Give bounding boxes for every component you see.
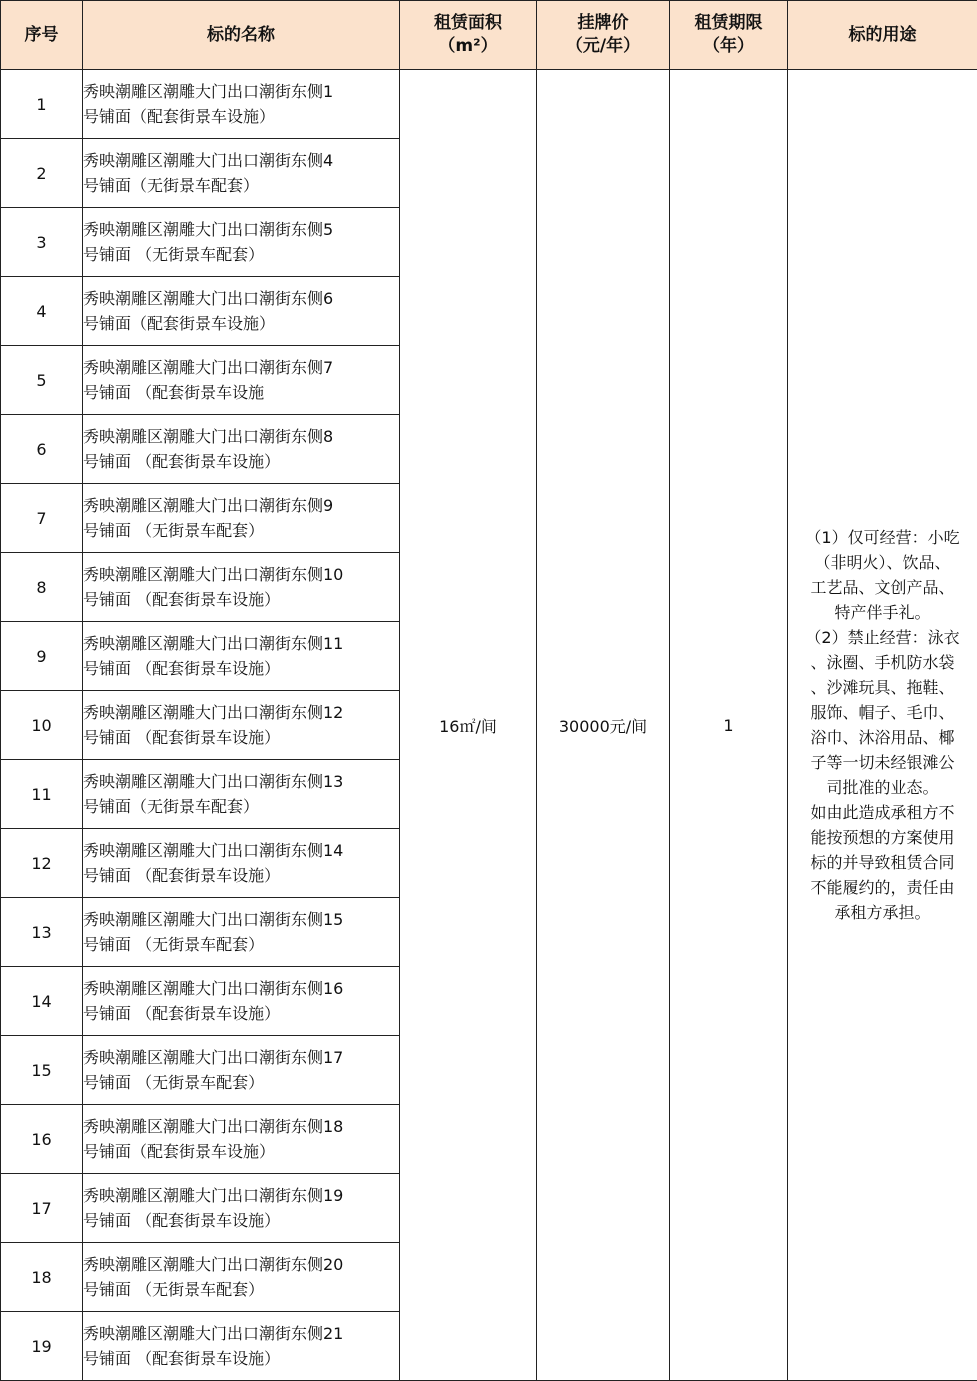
header-usage: 标的用途 (788, 1, 977, 70)
row-seq: 7 (1, 484, 83, 553)
row-name: 秀映潮雕区潮雕大门出口潮街东侧21 号铺面 （配套街景车设施） (83, 1312, 400, 1381)
table-body (1, 70, 977, 1381)
usage-line: 标的并导致租赁合同 (810, 853, 955, 872)
usage-line: 子等一切未经银滩公 (810, 753, 955, 772)
usage-line: （1）仅可经营：小吃 (805, 528, 960, 547)
header-term-line1: 租赁期限 (694, 13, 763, 33)
usage-line: 工艺品、文创产品、 (810, 578, 955, 597)
usage-line: （2）禁止经营：泳衣 (805, 628, 960, 647)
row-name: 秀映潮雕区潮雕大门出口潮街东侧7 号铺面 （配套街景车设施 (83, 346, 400, 415)
usage-line: 、沙滩玩具、拖鞋、 (810, 678, 955, 697)
row-name: 秀映潮雕区潮雕大门出口潮街东侧16 号铺面 （配套街景车设施） (83, 967, 400, 1036)
row-name: 秀映潮雕区潮雕大门出口潮街东侧19 号铺面 （配套街景车设施） (83, 1174, 400, 1243)
row-name: 秀映潮雕区潮雕大门出口潮街东侧4 号铺面（无街景车配套） (83, 139, 400, 208)
row-seq: 13 (1, 898, 83, 967)
row-name: 秀映潮雕区潮雕大门出口潮街东侧17 号铺面 （无街景车配套） (83, 1036, 400, 1105)
usage-line: 司批准的业态。 (826, 778, 939, 797)
row-name: 秀映潮雕区潮雕大门出口潮街东侧9 号铺面 （无街景车配套） (83, 484, 400, 553)
row-seq: 12 (1, 829, 83, 898)
row-seq: 8 (1, 553, 83, 622)
usage-cell (788, 70, 977, 1381)
row-name: 秀映潮雕区潮雕大门出口潮街东侧11 号铺面 （配套街景车设施） (83, 622, 400, 691)
row-name: 秀映潮雕区潮雕大门出口潮街东侧18 号铺面（配套街景车设施） (83, 1105, 400, 1174)
term-cell: 1 (670, 70, 788, 1381)
row-seq: 17 (1, 1174, 83, 1243)
row-seq: 5 (1, 346, 83, 415)
row-seq: 19 (1, 1312, 83, 1381)
header-term-line2: （年） (703, 36, 754, 56)
row-name: 秀映潮雕区潮雕大门出口潮街东侧6 号铺面（配套街景车设施） (83, 277, 400, 346)
row-seq: 9 (1, 622, 83, 691)
usage-line: 特产伴手礼。 (834, 603, 931, 622)
row-seq: 2 (1, 139, 83, 208)
usage-line: 、泳圈、手机防水袋 (810, 653, 955, 672)
row-seq: 3 (1, 208, 83, 277)
usage-line: （非明火）、饮品、 (814, 553, 951, 572)
row-seq: 15 (1, 1036, 83, 1105)
usage-line: 承租方承担。 (834, 903, 931, 922)
row-seq: 16 (1, 1105, 83, 1174)
row-seq: 4 (1, 277, 83, 346)
row-name: 秀映潮雕区潮雕大门出口潮街东侧13 号铺面（无街景车配套） (83, 760, 400, 829)
header-price-line1: 挂牌价 (577, 13, 629, 33)
area-cell: 16㎡/间 (400, 70, 537, 1381)
row-name: 秀映潮雕区潮雕大门出口潮街东侧5 号铺面 （无街景车配套） (83, 208, 400, 277)
usage-line: 服饰、帽子、毛巾、 (810, 703, 955, 722)
header-area (400, 1, 537, 70)
row-name: 秀映潮雕区潮雕大门出口潮街东侧1 号铺面（配套街景车设施） (83, 70, 400, 139)
row-name: 秀映潮雕区潮雕大门出口潮街东侧8 号铺面 （配套街景车设施） (83, 415, 400, 484)
header-seq: 序号 (1, 1, 83, 70)
table-row (1, 70, 977, 139)
row-name: 秀映潮雕区潮雕大门出口潮街东侧12 号铺面 （配套街景车设施） (83, 691, 400, 760)
header-term (670, 1, 788, 70)
header-area-line1: 租赁面积 (434, 13, 502, 33)
header-area-line2: （m²） (438, 36, 498, 56)
header-price (537, 1, 670, 70)
row-name: 秀映潮雕区潮雕大门出口潮街东侧14 号铺面 （配套街景车设施） (83, 829, 400, 898)
row-name: 秀映潮雕区潮雕大门出口潮街东侧20 号铺面 （无街景车配套） (83, 1243, 400, 1312)
header-row (1, 1, 977, 70)
usage-line: 不能履约的，责任由 (810, 878, 955, 897)
usage-line: 浴巾、沐浴用品、椰 (810, 728, 955, 747)
row-seq: 10 (1, 691, 83, 760)
header-price-line2: （元/年） (565, 36, 641, 56)
row-seq: 11 (1, 760, 83, 829)
row-seq: 14 (1, 967, 83, 1036)
usage-line: 如由此造成承租方不 (810, 803, 955, 822)
price-cell: 30000元/间 (537, 70, 670, 1381)
row-name: 秀映潮雕区潮雕大门出口潮街东侧15 号铺面 （无街景车配套） (83, 898, 400, 967)
row-seq: 6 (1, 415, 83, 484)
header-name: 标的名称 (83, 1, 400, 70)
usage-line: 能按预想的方案使用 (810, 828, 955, 847)
row-seq: 1 (1, 70, 83, 139)
row-name: 秀映潮雕区潮雕大门出口潮街东侧10 号铺面 （配套街景车设施） (83, 553, 400, 622)
row-seq: 18 (1, 1243, 83, 1312)
